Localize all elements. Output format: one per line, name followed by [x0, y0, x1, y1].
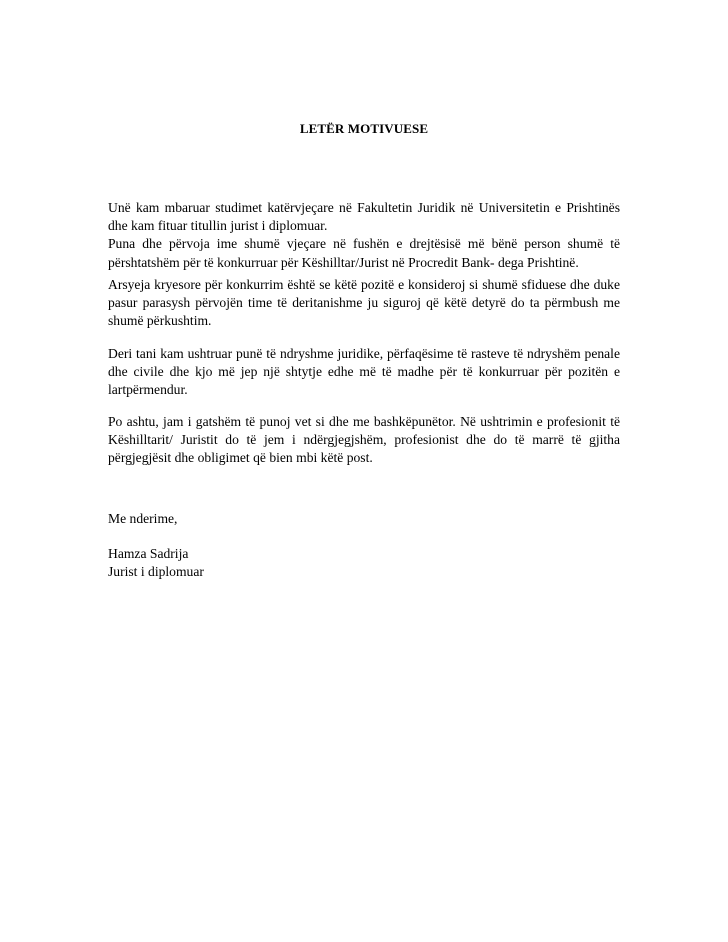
- letter-title: LETËR MOTIVUESE: [299, 121, 429, 136]
- signature-block: [108, 545, 620, 581]
- signature-role: Jurist i diplomuar: [108, 564, 204, 580]
- paragraph-experience: Puna dhe përvoja ime shumë vjeçare në fushën e drejtësisë më bënë person shumë të përshtatshëm për të konkurruar për Këshilltar/Jurist në Procredit Bank- dega Prishtinë.: [108, 236, 620, 270]
- paragraph-motivation: Arsyeja kryesore për konkurrim është se këtë pozitë e konsideroj si shumë sfiduese dhe duke pasur parasysh përvojën time të deritanishme ju siguroj që këtë detyrë do ta përmbush me shumë përkushtim.: [108, 277, 620, 329]
- closing-salutation: Me nderime,: [108, 511, 178, 526]
- intro-paragraphs: [108, 199, 620, 272]
- paragraph-education: Unë kam mbaruar studimet katërvjeçare në Fakultetin Juridik në Universitetin e Prishtinës dhe kam fituar titullin jurist i diplomuar.: [108, 200, 620, 234]
- signature-name: Hamza Sadrija: [108, 546, 189, 561]
- paragraph-legal-work: Deri tani kam ushtruar punë të ndryshme juridike, përfaqësime të rasteve të ndryshëm penale dhe civile dhe kjo më jep një shtytje edhe më të madhe për të konkurruar për pozitën e lartpërmendur.: [108, 346, 620, 398]
- paragraph-teamwork: Po ashtu, jam i gatshëm të punoj vet si dhe me bashkëpunëtor. Në ushtrimin e profesionit të Këshilltarit/ Juristit do të jem i ndërgjegjshëm, profesionist dhe do të marrë të gjitha përgjegjësit dhe obligimet që bien mbi këtë post.: [108, 414, 620, 466]
